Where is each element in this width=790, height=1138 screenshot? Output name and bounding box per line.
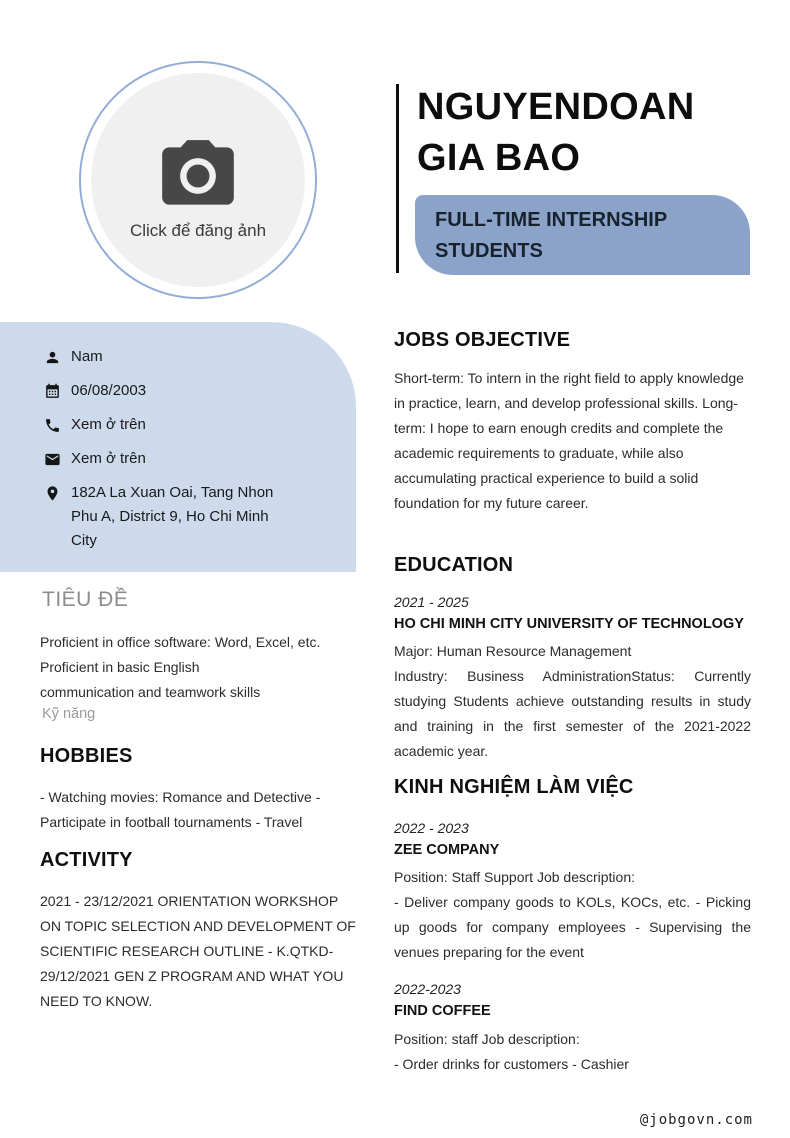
contact-item-address [44,481,356,553]
person-icon [44,349,61,366]
activity-text: 2021 - 23/12/2021 ORIENTATION WORKSHOP ON TOPIC SELECTION AND DEVELOPMENT OF SCIENTIFIC RESEARCH OUTLINE - K.QTKD-29/12/2021 GEN Z PROGRAM AND WHAT YOU NEED TO KNOW. [40,893,356,1009]
skills-placeholder: Kỹ năng [42,706,96,722]
photo-upload-label: Click để đăng ảnh [129,221,267,240]
objective-text: Short-term: To intern in the right field to apply knowledge in practice, learn, and develop professional skills. Long-term: I hope to earn enough credits and complete the academic requirements to graduate, while also accumulating practical experience to build a solid foundation for my future career. [394,370,744,511]
summary-line: communication and teamwork skills [40,684,261,700]
education-school: HO CHI MINH CITY UNIVERSITY OF TECHNOLOGY [394,616,744,632]
hobbies-text: - Watching movies: Romance and Detective - Participate in football tournaments - Travel [40,789,321,830]
experience-entry-position: Position: Staff Support Job description: [394,869,635,885]
experience-entry-position: Position: staff Job description: [394,1031,580,1047]
experience-entry-company: FIND COFFEE [394,1003,491,1019]
photo-upload-inner [91,73,305,287]
education-period: 2021 - 2025 [394,594,469,610]
experience-entry-detail: - Order drinks for customers - Cashier [394,1056,629,1072]
contact-gender-value: Nam [71,348,103,365]
site-watermark: @jobgovn.com [639,1112,753,1128]
camera-icon [148,133,248,219]
photo-upload-button[interactable] [79,61,317,299]
email-icon [44,451,61,468]
job-title-banner [415,195,750,275]
experience-entry-period: 2022 - 2023 [394,820,469,836]
contact-address-value: 182A La Xuan Oai, Tang Nhon Phu A, District 9, Ho Chi Minh City [71,484,274,549]
summary-section-title: TIÊU ĐỀ [42,588,129,611]
experience-entry-company: ZEE COMPANY [394,842,500,858]
calendar-icon [44,383,61,400]
job-title-text: FULL-TIME INTERNSHIP STUDENTS [435,209,667,262]
experience-entry-period: 2022-2023 [394,981,461,997]
contact-birthday-value: 06/08/2003 [71,382,147,399]
contact-item-phone [44,413,356,437]
summary-text [40,630,356,705]
contact-email-value: Xem ở trên [71,450,146,467]
location-icon [44,485,61,502]
name-accent-rule [396,84,399,273]
experience-entry-detail: - Deliver company goods to KOLs, KOCs, etc. - Picking up goods for company employees - Supervising the venues preparing for the event [394,894,751,960]
education-major: Major: Human Resource Management [394,643,632,659]
hobbies-section-title: HOBBIES [40,745,133,767]
contact-item-birthday [44,379,356,403]
contact-info-panel [0,322,356,572]
contact-phone-value: Xem ở trên [71,416,146,433]
contact-item-gender [44,345,356,369]
summary-line: Proficient in office software: Word, Excel, etc. [40,634,321,650]
phone-icon [44,417,61,434]
activity-section-title: ACTIVITY [40,849,133,871]
summary-line: Proficient in basic English [40,659,200,675]
experience-section-title: KINH NGHIỆM LÀM VIỆC [394,776,634,798]
education-detail: Industry: Business AdministrationStatus: Currently studying Students achieve outstanding results in study and training in the first semester of the 2021-2022 academic year. [394,668,751,759]
objective-section-title: JOBS OBJECTIVE [394,329,571,351]
education-section-title: EDUCATION [394,554,514,576]
contact-item-email [44,447,356,471]
candidate-name: NGUYENDOAN GIA BAO [417,86,695,179]
